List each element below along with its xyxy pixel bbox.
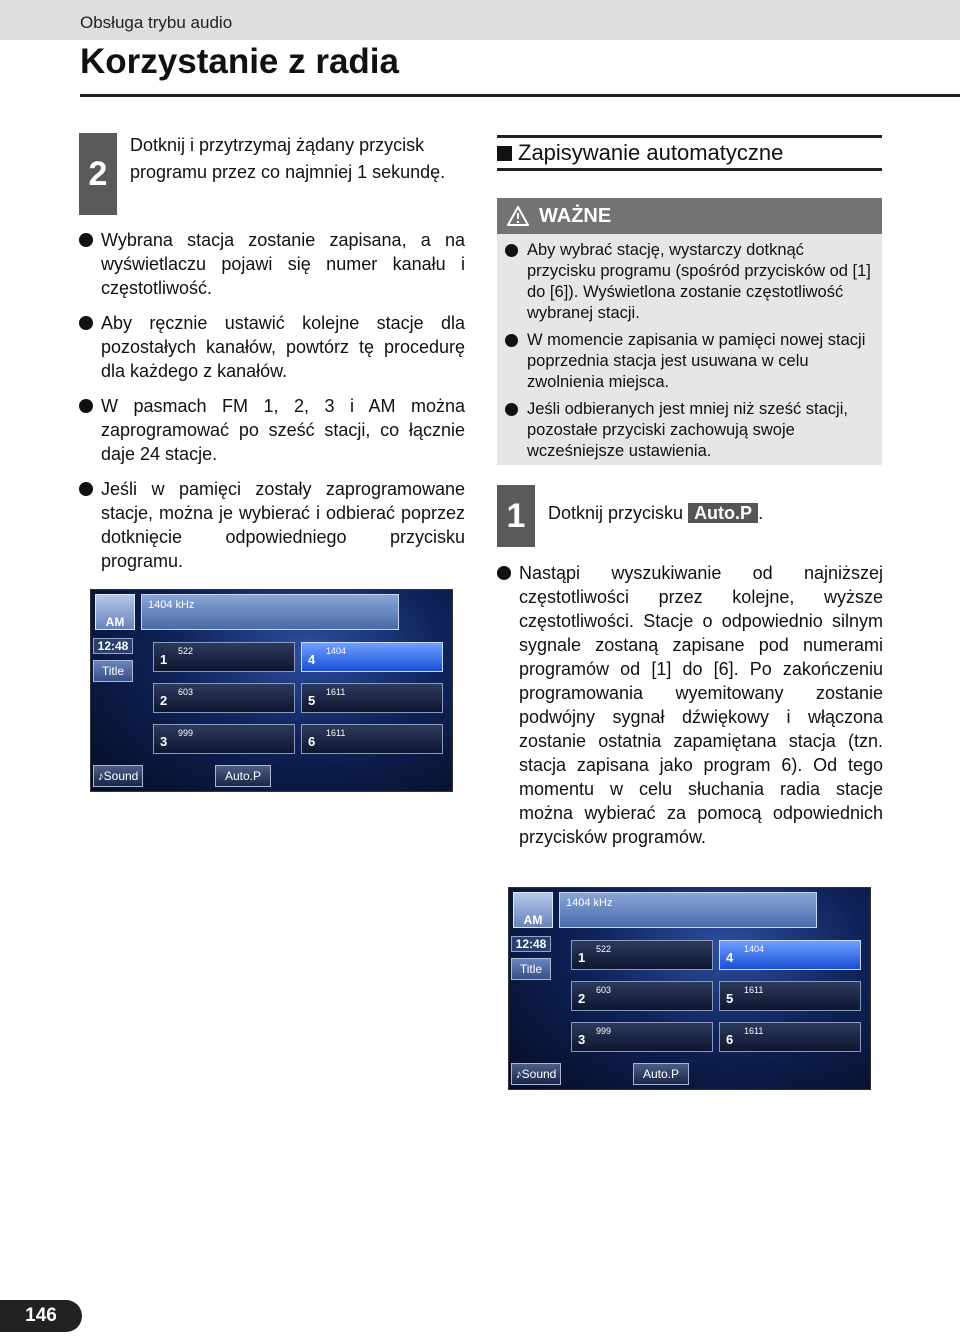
radio-screen-left: [90, 589, 453, 792]
frequency-display: 1404 kHz: [141, 594, 399, 630]
clock: 12:48: [511, 936, 551, 952]
sound-button[interactable]: ♪Sound: [93, 765, 143, 787]
list-item: Aby wybrać stację, wystarczy dotknąć przycisku programu (spośród przycisków od [1] do [6]). Wyświetlona zostanie częstotliwość wybranej stacji.: [505, 240, 874, 324]
sound-button[interactable]: ♪Sound: [511, 1063, 561, 1085]
list-item: Nastąpi wyszukiwanie od najniższej częstotliwości przez kolejne, wyższe częstotliwości. Stacje o odpowiednio silnym sygnale zostaną zapisane pod numerami programów od [1] do [6]. Po zakończeniu programowania wyemitowany zostanie podwójny sygnał dźwiękowy i włączona zostanie ostatnia zapamiętana stacja (tzn. stacja zapisana jako program 6). Od tego momentu w celu słuchania radia stacje można wybierać za pomocą odpowiednich przycisków programów.: [497, 561, 883, 849]
bullet-icon: [79, 316, 93, 330]
preset-button-5[interactable]: 1611 5: [301, 683, 443, 713]
clock: 12:48: [93, 638, 133, 654]
list-item: Jeśli w pamięci zostały zaprogramowane stacje, można je wybierać i odbierać poprzez dotknięcie odpowiedniego przycisku programu.: [79, 477, 465, 573]
warning-icon: [507, 206, 529, 226]
preset-button-6[interactable]: 1611 6: [301, 724, 443, 754]
frequency-display: 1404 kHz: [559, 892, 817, 928]
preset-button-2[interactable]: 603 2: [153, 683, 295, 713]
preset-button-5[interactable]: 1611 5: [719, 981, 861, 1011]
step-1-text: Dotknij przycisku Auto.P .: [548, 503, 764, 523]
autop-button[interactable]: Auto.P: [215, 765, 271, 787]
square-bullet-icon: [497, 146, 512, 161]
preset-button-2[interactable]: 603 2: [571, 981, 713, 1011]
preset-button-1[interactable]: 522 1: [571, 940, 713, 970]
preset-button-4[interactable]: 1404 4: [719, 940, 861, 970]
left-bullet-list: [79, 228, 465, 584]
list-item: Aby ręcznie ustawić kolejne stacje dla pozostałych kanałów, powtórz tę procedurę dla każdego z kanałów.: [79, 311, 465, 383]
bullet-icon: [505, 334, 518, 347]
bullet-icon: [505, 244, 518, 257]
preset-button-1[interactable]: 522 1: [153, 642, 295, 672]
right-bullet-list: [497, 561, 883, 860]
bullet-icon: [79, 233, 93, 247]
band-indicator: AM: [95, 594, 135, 630]
bullet-icon: [505, 403, 518, 416]
autop-button[interactable]: Auto.P: [633, 1063, 689, 1085]
step-number-2: 2: [79, 133, 117, 215]
bullet-icon: [79, 399, 93, 413]
important-header: WAŻNE: [497, 198, 882, 234]
list-item: W momencie zapisania w pamięci nowej stacji poprzednia stacja jest usuwana w celu zwolnienia miejsca.: [505, 330, 874, 393]
page-number: 146: [0, 1300, 82, 1332]
list-item: Wybrana stacja zostanie zapisana, a na wyświetlaczu pojawi się numer kanału i częstotliwość.: [79, 228, 465, 300]
step-2-text: Dotknij i przytrzymaj żądany przycisk programu przez co najmniej 1 sekundę.: [130, 135, 446, 182]
page-title: Korzystanie z radia: [80, 42, 399, 81]
section-label: Obsługa trybu audio: [80, 13, 233, 32]
bullet-icon: [497, 566, 511, 580]
subheading: Zapisywanie automatyczne: [497, 135, 882, 171]
list-item: W pasmach FM 1, 2, 3 i AM można zaprogramować po sześć stacji, co łącznie daje 24 stacje.: [79, 394, 465, 466]
band-indicator: AM: [513, 892, 553, 928]
preset-button-6[interactable]: 1611 6: [719, 1022, 861, 1052]
preset-button-4[interactable]: 1404 4: [301, 642, 443, 672]
preset-button-3[interactable]: 999 3: [153, 724, 295, 754]
bullet-icon: [79, 482, 93, 496]
preset-button-3[interactable]: 999 3: [571, 1022, 713, 1052]
radio-screen-right: [508, 887, 871, 1090]
title-button[interactable]: Title: [511, 958, 551, 980]
title-button[interactable]: Title: [93, 660, 133, 682]
important-list: [497, 234, 882, 462]
step-number-1: 1: [497, 485, 535, 547]
list-item: Jeśli odbieranych jest mniej niż sześć stacji, pozostałe przyciski zachowują swoje wcześniejsze ustawienia.: [505, 399, 874, 462]
title-rule: [80, 94, 960, 97]
autop-label: Auto.P: [688, 503, 758, 523]
important-box: [497, 198, 882, 465]
